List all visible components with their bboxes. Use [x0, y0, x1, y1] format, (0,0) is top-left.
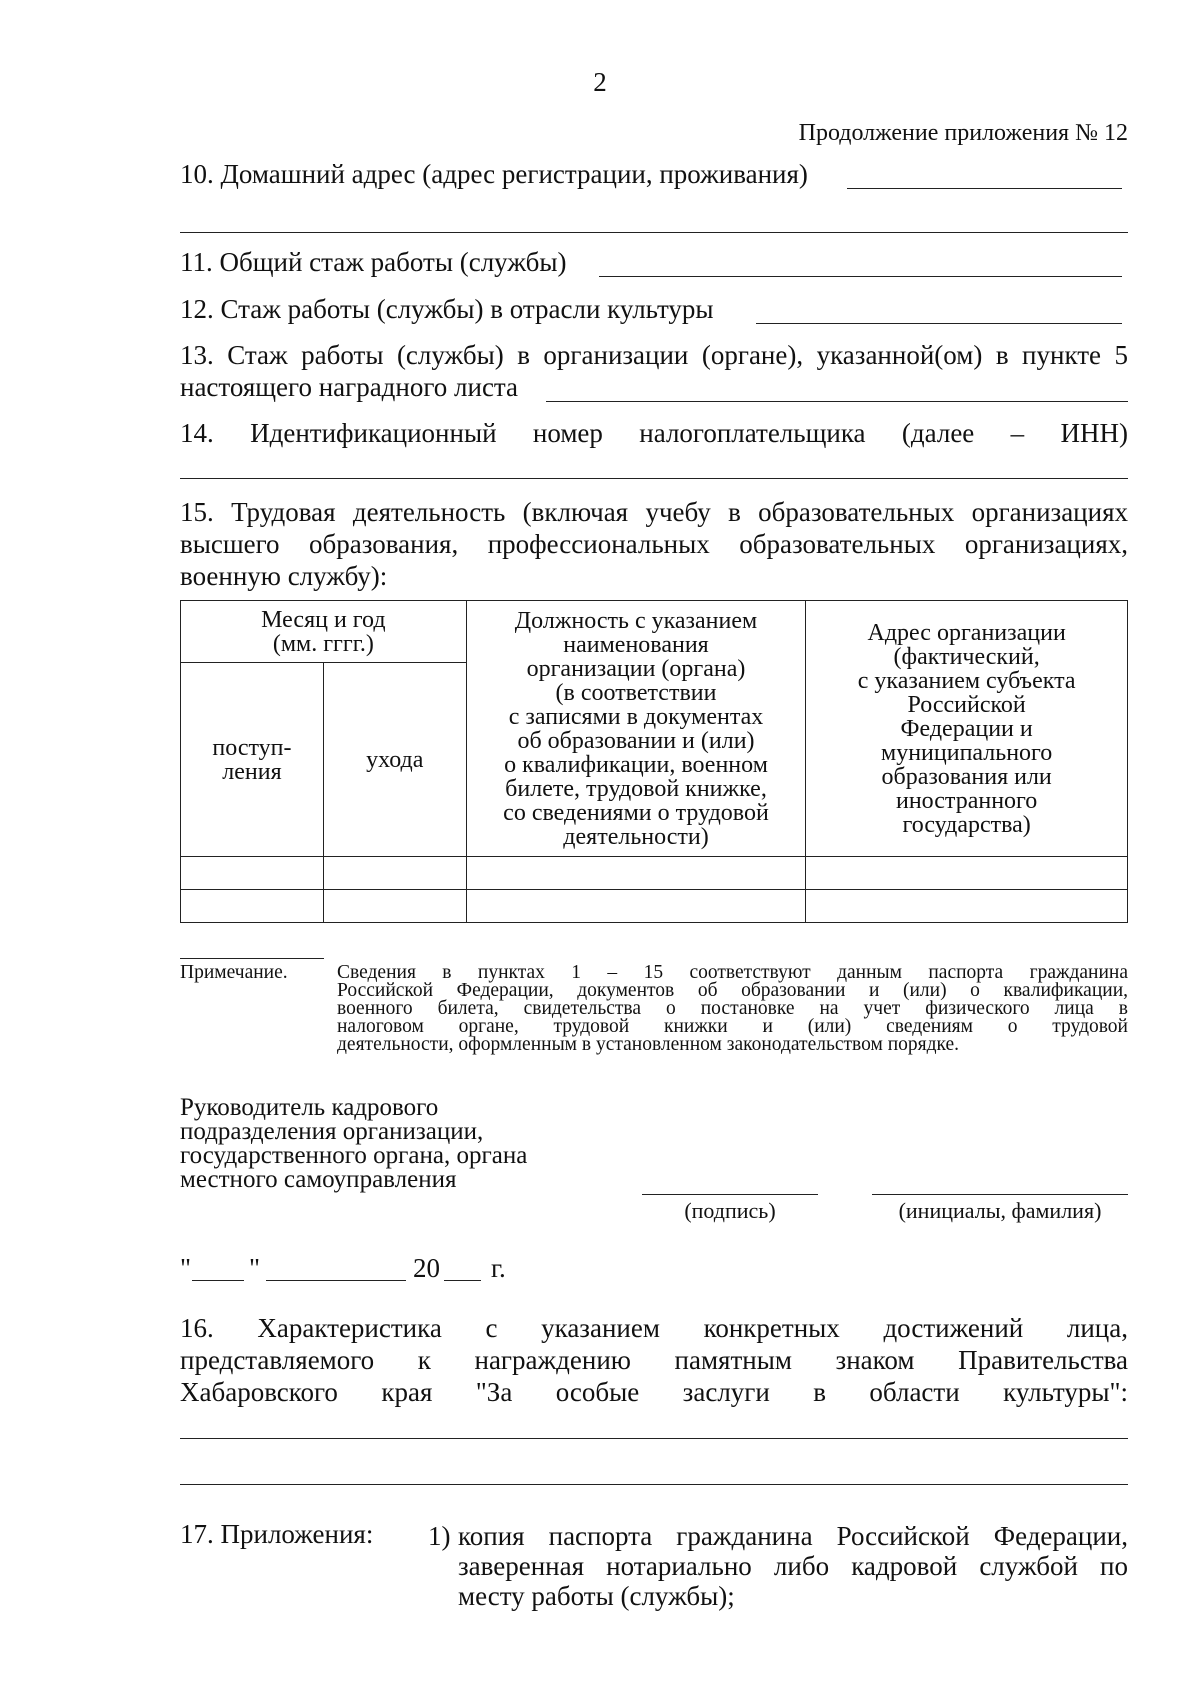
- header-position-line: Должность с указанием: [514, 607, 758, 634]
- header-entry-line-1: поступ-: [212, 734, 292, 761]
- header-position-line: деятельности): [563, 823, 709, 850]
- item-13-line-2: настоящего наградного листа: [180, 372, 519, 402]
- header-address-line: муниципального: [881, 739, 1053, 766]
- table-cell[interactable]: [806, 890, 1128, 923]
- page-number: 2: [593, 67, 607, 97]
- header-position-line: о квалификации, военном: [504, 751, 768, 778]
- item-14-field[interactable]: [180, 478, 1128, 479]
- note-line: Российской Федерации, документов об образовании и (или) о квалификации,: [337, 980, 1128, 1001]
- date-month-field[interactable]: [266, 1280, 406, 1281]
- header-address-line: с указанием субъекта: [857, 667, 1076, 694]
- date-suffix: г.: [491, 1253, 506, 1283]
- table-row: [181, 857, 1128, 890]
- signer-title-line: Руководитель кадрового: [180, 1094, 439, 1121]
- header-position-line: билете, трудовой книжке,: [505, 775, 767, 802]
- header-address-line: иностранного: [895, 787, 1038, 814]
- note-line: налоговом органе, трудовой книжки и (или) сведениям о трудовой: [337, 1016, 1128, 1037]
- table-cell[interactable]: [323, 890, 466, 923]
- header-month-year-line-1: Месяц и год: [261, 606, 386, 633]
- table-cell[interactable]: [181, 890, 324, 923]
- date-open-quote: ": [180, 1253, 192, 1283]
- item-15-line-1: 15. Трудовая деятельность (включая учебу в образовательных организациях: [180, 497, 1128, 527]
- note-label: Примечание.: [180, 962, 288, 983]
- item-16-field-line-2[interactable]: [180, 1484, 1128, 1485]
- header-position-line: организации (органа): [526, 655, 746, 682]
- table-cell[interactable]: [323, 857, 466, 890]
- signature-caption: (подпись): [684, 1198, 776, 1223]
- header-month-year-line-2: (мм. гггг.): [272, 630, 374, 657]
- signer-title-line: местного самоуправления: [180, 1166, 457, 1193]
- item-16-line-3: Хабаровского края "За особые заслуги в области культуры":: [180, 1377, 1128, 1407]
- work-history-table: [180, 600, 1128, 923]
- header-position: [466, 601, 806, 857]
- item-10-label: 10. Домашний адрес (адрес регистрации, проживания): [180, 159, 808, 189]
- item-14-label: 14. Идентификационный номер налогоплательщика (далее – ИНН): [180, 418, 1128, 448]
- header-address-line: (фактический,: [893, 643, 1040, 670]
- signer-title-line: государственного органа, органа: [180, 1142, 528, 1169]
- item-16-line-1: 16. Характеристика с указанием конкретных достижений лица,: [180, 1313, 1128, 1343]
- item-15-line-3: военную службу):: [180, 561, 388, 591]
- header-entry-line-2: ления: [222, 758, 282, 785]
- date-close-quote: ": [249, 1253, 261, 1283]
- note-divider: [180, 958, 324, 959]
- item-12-label: 12. Стаж работы (службы) в отрасли культуры: [180, 294, 714, 324]
- header-position-line: с записями в документах: [508, 703, 764, 730]
- header-exit: ухода: [323, 663, 466, 857]
- header-address-line: Российской: [907, 691, 1026, 718]
- item-10-field-line-2[interactable]: [180, 232, 1128, 233]
- item-17-line-2: заверенная нотариально либо кадровой службой по: [458, 1551, 1128, 1581]
- table-cell[interactable]: [806, 857, 1128, 890]
- header-address-line: Адрес организации: [867, 619, 1066, 646]
- continuation-label: Продолжение приложения № 12: [798, 120, 1128, 146]
- date-year-prefix: 20: [413, 1253, 440, 1283]
- item-17-label: 17. Приложения:: [180, 1519, 374, 1549]
- item-13-field[interactable]: [546, 401, 1128, 402]
- date-day-field[interactable]: [192, 1280, 244, 1281]
- item-11-field[interactable]: [599, 276, 1122, 277]
- name-field[interactable]: [872, 1194, 1128, 1195]
- table-cell[interactable]: [466, 857, 806, 890]
- date-year-field[interactable]: [444, 1280, 481, 1281]
- table-cell[interactable]: [181, 857, 324, 890]
- item-17-line-3: месту работы (службы);: [458, 1581, 735, 1611]
- header-month-year: [181, 601, 467, 663]
- table-cell[interactable]: [466, 890, 806, 923]
- item-11-label: 11. Общий стаж работы (службы): [180, 247, 567, 277]
- item-15-line-2: высшего образования, профессиональных образовательных организациях,: [180, 529, 1128, 559]
- item-16-line-2: представляемого к награждению памятным знаком Правительства: [180, 1345, 1128, 1375]
- item-17-line-1: копия паспорта гражданина Российской Федерации,: [458, 1521, 1128, 1551]
- name-caption: (инициалы, фамилия): [898, 1198, 1102, 1223]
- header-position-line: наименования: [563, 631, 709, 658]
- note-line: деятельности, оформленным в установленном законодательством порядке.: [337, 1034, 960, 1055]
- signer-title-line: подразделения организации,: [180, 1118, 484, 1145]
- header-position-line: (в соответствии: [555, 679, 717, 706]
- note-line: Сведения в пунктах 1 – 15 соответствуют данным паспорта гражданина: [337, 962, 1128, 983]
- item-10-field[interactable]: [847, 188, 1122, 189]
- item-16-field[interactable]: [180, 1438, 1128, 1439]
- item-13-line-1: 13. Стаж работы (службы) в организации (органе), указанной(ом) в пункте 5: [180, 340, 1128, 370]
- header-address-line: Федерации и: [900, 715, 1033, 742]
- signature-field[interactable]: [642, 1194, 818, 1195]
- table-row: [181, 890, 1128, 923]
- header-address-line: государства): [902, 811, 1031, 838]
- header-address-line: образования или: [881, 763, 1052, 790]
- header-position-line: об образовании и (или): [517, 727, 755, 754]
- item-17-list-number: 1): [428, 1521, 451, 1551]
- header-position-line: со сведениями о трудовой: [503, 799, 769, 826]
- note-line: военного билета, свидетельства о постановке на учет физического лица в: [337, 998, 1128, 1019]
- item-12-field[interactable]: [756, 323, 1122, 324]
- header-address: [806, 601, 1128, 857]
- header-entry: [181, 663, 324, 857]
